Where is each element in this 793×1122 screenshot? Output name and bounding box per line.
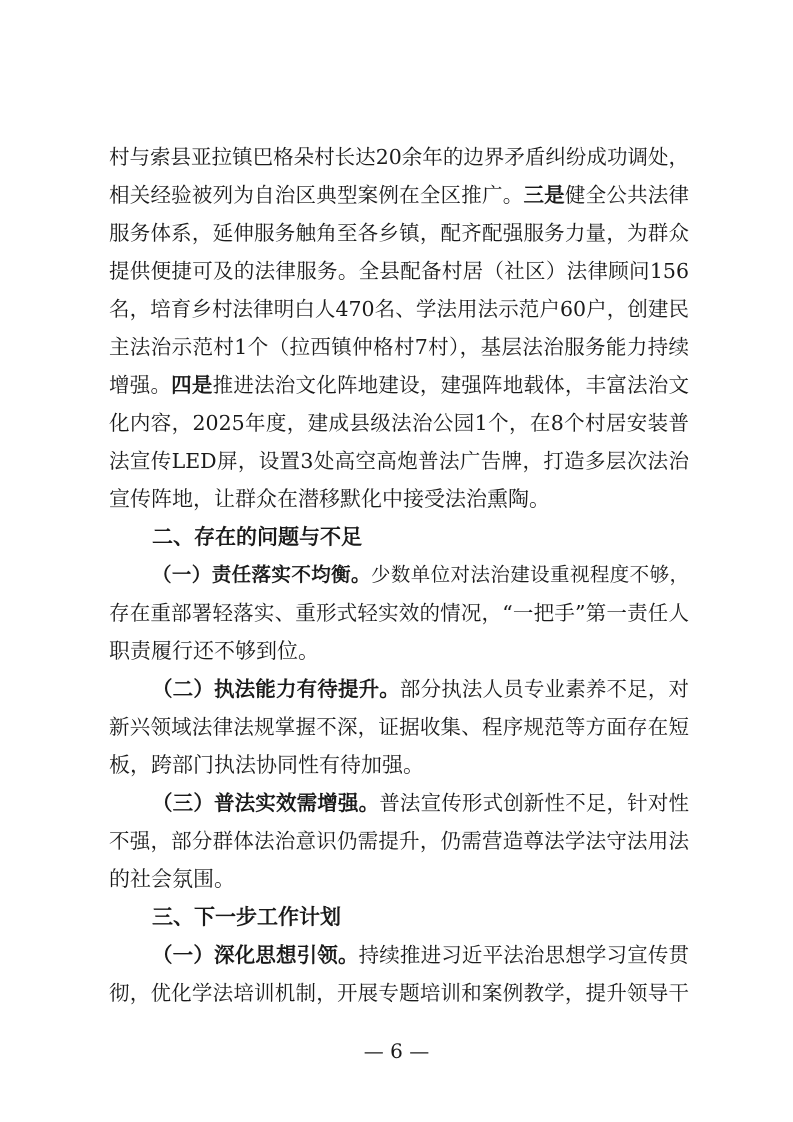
paragraph-line: [152, 788, 689, 818]
text-run: 健全公共法律: [564, 183, 690, 207]
paragraph-line: [152, 560, 689, 590]
paragraph-line: 板，跨部门执法协同性有待加强。: [109, 753, 424, 777]
text-run: 增强。: [109, 373, 172, 397]
text-run-bold: 四是: [171, 373, 213, 397]
subheading-run: （二）执法能力有待提升。: [152, 677, 400, 701]
paragraph-line: 村与索县亚拉镇巴格朵村长达20余年的边界矛盾纠纷成功调处，: [109, 145, 689, 169]
paragraph-line: [109, 370, 689, 400]
subheading-run: （三）普法实效需增强。: [152, 791, 380, 815]
subheading-run: （一）责任落实不均衡。: [152, 563, 371, 586]
page-number: — 6 —: [363, 1039, 430, 1063]
section-heading: 二、存在的问题与不足: [152, 525, 362, 549]
text-run: 少数单位对法治建设重视程度不够，: [370, 563, 689, 586]
paragraph-line: 服务体系，延伸服务触角至各乡镇，配齐配强服务力量，为群众: [109, 221, 689, 245]
subheading-run: （一）深化思想引领。: [152, 943, 359, 967]
text-run: 部分执法人员专业素养不足，对: [399, 677, 690, 701]
text-run: 相关经验被列为自治区典型案例在全区推广。: [109, 183, 524, 207]
paragraph-line: [152, 940, 689, 970]
paragraph-line: [152, 674, 689, 704]
paragraph-line: 不强，部分群体法治意识仍需提升，仍需营造尊法学法守法用法: [109, 829, 689, 853]
paragraph-line: 化内容，2025年度，建成县级法治公园1个，在8个村居安装普: [109, 411, 689, 435]
paragraph-line: 存在重部署轻落实、重形式轻实效的情况，“一把手”第一责任人: [109, 601, 689, 625]
text-run: 普法宣传形式创新性不足，针对性: [379, 791, 690, 815]
paragraph-line: 的社会氛围。: [109, 867, 235, 891]
paragraph-line: 法宣传LED屏，设置3处高空高炮普法广告牌，打造多层次法治: [109, 449, 689, 473]
paragraph-line: 名，培育乡村法律明白人470名、学法用法示范户60户，创建民: [109, 297, 689, 321]
paragraph-line: 提供便捷可及的法律服务。全县配备村居（社区）法律顾问156: [109, 259, 689, 283]
section-heading: 三、下一步工作计划: [152, 905, 341, 929]
paragraph-line: 宣传阵地，让群众在潜移默化中接受法治熏陶。: [109, 487, 550, 511]
text-run-bold: 三是: [523, 183, 565, 207]
text-run: 推进法治文化阵地建设，建强阵地载体，丰富法治文: [212, 373, 690, 397]
paragraph-line: 彻，优化学法培训机制，开展专题培训和案例教学，提升领导干: [109, 981, 689, 1005]
paragraph-line: 主法治示范村1个（拉西镇仲格村7村），基层法治服务能力持续: [109, 335, 689, 359]
paragraph-line: [109, 180, 689, 210]
paragraph-line: 新兴领域法律法规掌握不深，证据收集、程序规范等方面存在短: [109, 715, 689, 739]
paragraph-line: 职责履行还不够到位。: [109, 639, 319, 663]
text-run: 持续推进习近平法治思想学习宣传贯: [358, 943, 690, 967]
